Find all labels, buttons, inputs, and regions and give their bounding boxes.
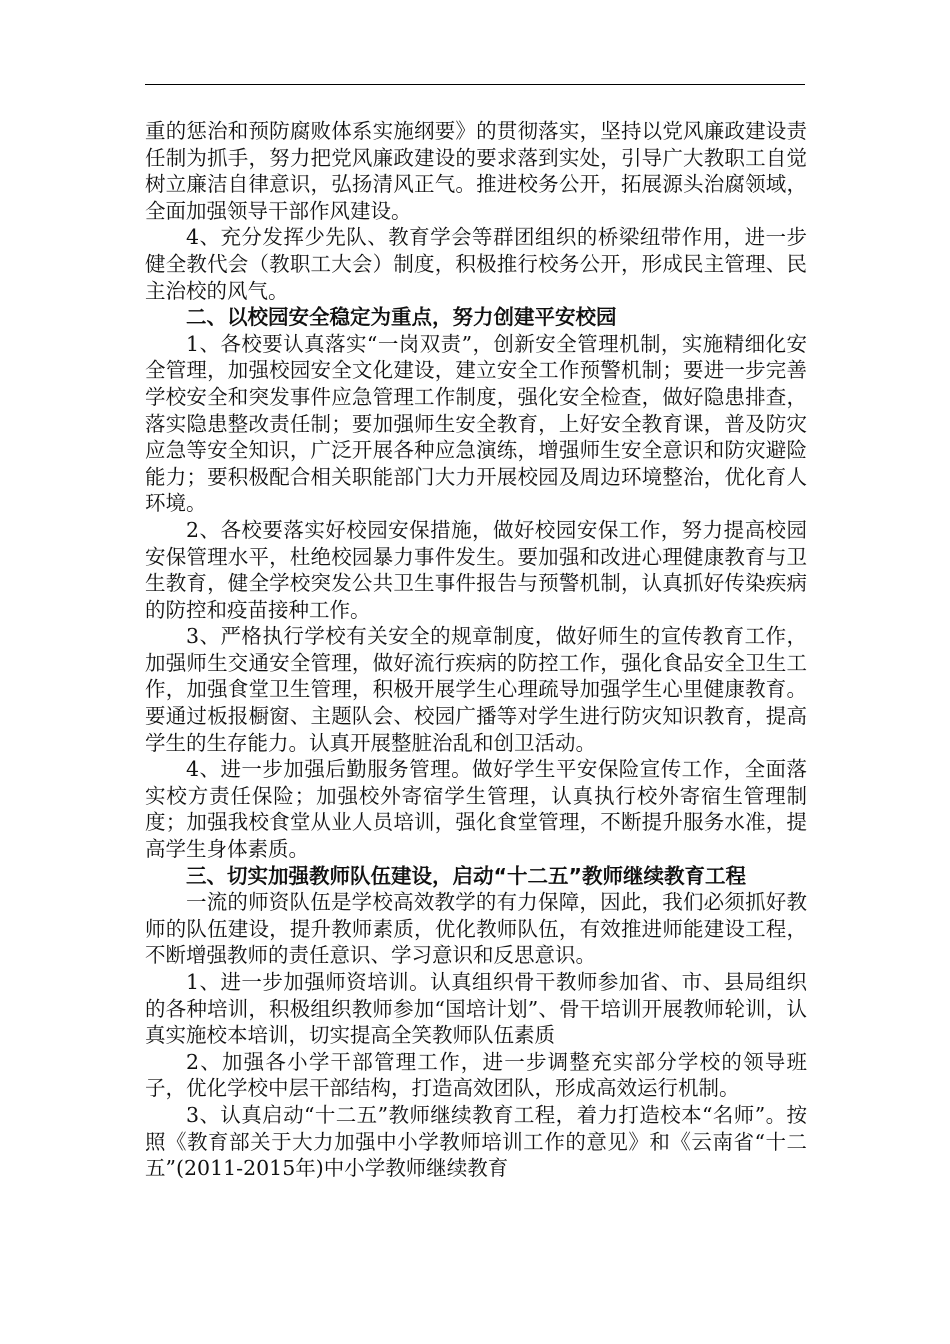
paragraph: 4、充分发挥少先队、教育学会等群团组织的桥梁纽带作用，进一步健全教代会（教职工大会）制度，积极推行校务公开，形成民主管理、民主治校的风气。 bbox=[145, 225, 807, 303]
section-heading: 二、以校园安全稳定为重点，努力创建平安校园 bbox=[186, 305, 617, 330]
paragraph: 1、各校要认真落实“一岗双责”，创新安全管理机制，实施精细化安全管理，加强校园安全文化建设，建立安全工作预警机制；要进一步完善学校安全和突发事件应急管理工作制度，强化安全检查，做好隐患排查，落实隐患整改责任制；要加强师生安全教育，上好安全教育课，普及防灾应急等安全知识，广泛开展各种应急演练，增强师生安全意识和防灾避险能力；要积极配合相关职能部门大力开展校园及周边环境整治，优化育人环境。 bbox=[145, 331, 807, 516]
paragraph: 3、认真启动“十二五”教师继续教育工程，着力打造校本“名师”。按照《教育部关于大力加强中小学教师培训工作的意见》和《云南省“十二五”(2011-2015年)中小学教师继续教育 bbox=[145, 1102, 807, 1181]
document-body bbox=[145, 118, 807, 1182]
paragraph: 4、进一步加强后勤服务管理。做好学生平安保险宣传工作，全面落实校方责任保险；加强校外寄宿学生管理，认真执行校外寄宿生管理制度；加强我校食堂从业人员培训，强化食堂管理，不断提升服务水准，提高学生身体素质。 bbox=[145, 757, 807, 862]
paragraph: 重的惩治和预防腐败体系实施纲要》的贯彻落实，坚持以党风廉政建设责任制为抓手，努力把党风廉政建设的要求落到实处，引导广大教职工自觉树立廉洁自律意识，弘扬清风正气。推进校务公开，拓展源头治腐领域，全面加强领导干部作风建设。 bbox=[145, 119, 807, 223]
paragraph: 1、进一步加强师资培训。认真组织骨干教师参加省、市、县局组织的各种培训，积极组织教师参加“国培计划”、骨干培训开展教师轮训，认真实施校本培训，切实提高全笑教师队伍素质 bbox=[145, 970, 807, 1048]
paragraph: 3、严格执行学校有关安全的规章制度，做好师生的宣传教育工作，加强师生交通安全管理，做好流行疾病的防控工作，强化食品安全卫生工作，加强食堂卫生管理，积极开展学生心理疏导加强学生心里健康教育。要通过板报橱窗、主题队会、校园广播等对学生进行防灾知识教育，提高学生的生存能力。认真开展整脏治乱和创卫活动。 bbox=[145, 624, 807, 755]
paragraph: 2、加强各小学干部管理工作，进一步调整充实部分学校的领导班子，优化学校中层干部结构，打造高效团队，形成高效运行机制。 bbox=[145, 1049, 807, 1101]
paragraph: 一流的师资队伍是学校高效教学的有力保障，因此，我们必须抓好教师的队伍建设，提升教师素质，优化教师队伍，有效推进师能建设工程，不断增强教师的责任意识、学习意识和反思意识。 bbox=[145, 890, 807, 968]
paragraph: 2、各校要落实好校园安保措施，做好校园安保工作，努力提高校园安保管理水平，杜绝校园暴力事件发生。要加强和改进心理健康教育与卫生教育，健全学校突发公共卫生事件报告与预警机制，认真抓好传染疾病的防控和疫苗接种工作。 bbox=[145, 517, 807, 622]
section-heading: 三、切实加强教师队伍建设，启动“十二五”教师继续教育工程 bbox=[186, 863, 746, 888]
header-rule bbox=[145, 84, 805, 85]
